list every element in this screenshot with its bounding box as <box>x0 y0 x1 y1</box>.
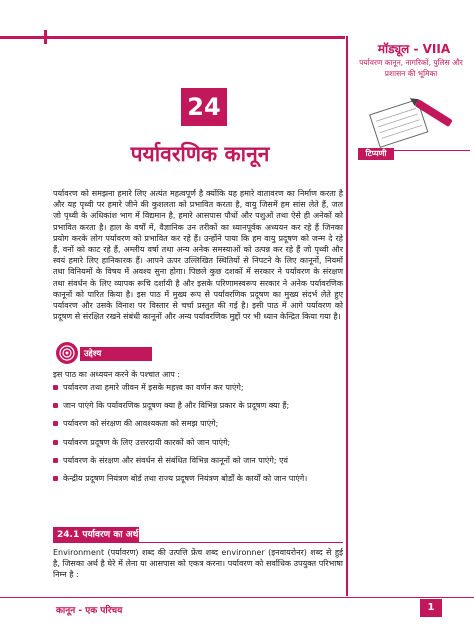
section-heading: 24.1 पर्यावरण का अर्थ <box>53 527 139 543</box>
top-rule <box>0 36 345 39</box>
section-paragraph: Environment (पर्यावरण) शब्द की उत्पत्ति फ्रेंच शब्द environner (इनवायरोनर) शब्द से हुई है, जिसका अर्थ है घेरे में लेना या आसपास को एकत्र करना। पर्यावरण को सर्वाधिक उपयुक्त परिभाषा निम्न है : <box>53 548 343 580</box>
objectives-lead: इस पाठ का अध्ययन करने के पश्चात आप : <box>53 370 181 379</box>
objectives-list <box>53 382 343 491</box>
list-item: पर्यावरण को संरक्षण की आवश्यकता को समझ पाएंगे; <box>53 418 343 429</box>
objective-target-icon <box>56 342 78 364</box>
chapter-title: पर्यावरणिक कानून <box>130 142 270 166</box>
section-rule <box>139 542 343 543</box>
list-item: केन्द्रीय प्रदूषण नियंत्रण बोर्ड तथा राज्य प्रदूषण नियंत्रण बोर्डों के कार्यों को जान पाएंगे। <box>53 473 343 484</box>
module-subtitle: पर्यावरण कानून, नागरिकों, पुलिस और प्रशासन की भूमिका <box>359 58 463 78</box>
page-number: 1 <box>420 599 442 617</box>
list-item: पर्यावरण प्रदूषण के लिए उत्तरदायी कारकों को जान पाएंगे; <box>53 437 343 448</box>
notes-rule <box>394 150 470 151</box>
top-tick <box>44 30 47 44</box>
chapter-number: 24 <box>181 88 227 126</box>
notebook-pen-icon <box>360 92 460 150</box>
notes-label: टिप्पणी <box>358 148 394 160</box>
margin-rule <box>346 36 348 596</box>
list-item: पर्यावरण तथा हमारे जीवन में इसके महत्त्व का वर्णन कर पाएंगे; <box>53 382 343 393</box>
list-item: जान पाएंगे कि पर्यावरणिक प्रदूषण क्या है और विभिन्न प्रकार के प्रदूषण क्या हैं; <box>53 400 343 411</box>
list-item: पर्यावरण के संरक्षण और संवर्धन से संबंधित विभिन्न कानूनों को जान पाएंगे; एवं <box>53 455 343 466</box>
footer-rule <box>0 597 474 598</box>
module-title: मॉड्यूल - VIIA <box>377 42 451 56</box>
objectives-heading: उद्देश्य <box>80 347 152 361</box>
book-title: कानून - एक परिचय <box>56 606 123 616</box>
intro-paragraph: पर्यावरण को समझना हमारे लिए अत्यंत महत्वपूर्ण है क्योंकि यह हमारे वातावरण का निर्माण करता है और यह पृथ्वी पर हमारे जीने की कुशलता को प्रभावित करता है, वायु जिसमें हम सांस लेते हैं, जल जो पृथ्वी के अधिकांश भाग में विद्यमान है, हमारे आसपास पौधों और पशुओं तथा ऐसे ही अनेकों को प्रभावित करता है। हाल के वर्षों में, वैज्ञानिक उन तरीकों का ध्यानपूर्वक अध्ययन कर रहे हैं जिनका प्रयोग करके लोग पर्यावरण को प्रभावित कर रहे हैं। उन्होंने पाया कि हम वायु प्रदूषण को जन्म दे रहे हैं, वनों को काट रहे हैं, अम्लीय वर्षा तथा अन्य अनेक समस्याओं को उत्पन्न कर रहे हैं जो पृथ्वी और स्वयं हमारे लिए हानिकारक हैं। आपने ऊपर उल्लिखित स्थितियों से निपटने के लिए कानूनों, नियमों तथा विनियमों के विषय में अवश्य सुना होगा। पिछले कुछ दशकों में सरकार ने पर्यावरण के संरक्षण तथा संवर्धन के लिए व्यापक रूचि दर्शायी है और इसके परिणामस्वरूप सरकार ने अनेक पर्यावरणिक कानूनों को पारित किया है। इस पाठ में मुख्य रूप से पर्यावरणिक प्रदूषण का मुख्य संदर्भ लेते हुए पर्यावरण और उसके विनाश पर विस्तार से चर्चा प्रस्तुत की गई है। इसी पाठ में आगे पर्यावरण को प्रदूषण से संरक्षित रखने संबंधी कानूनों और अन्य पर्यावरणिक मुद्दों पर भी ध्यान केन्द्रित किया गया है। <box>53 189 343 322</box>
